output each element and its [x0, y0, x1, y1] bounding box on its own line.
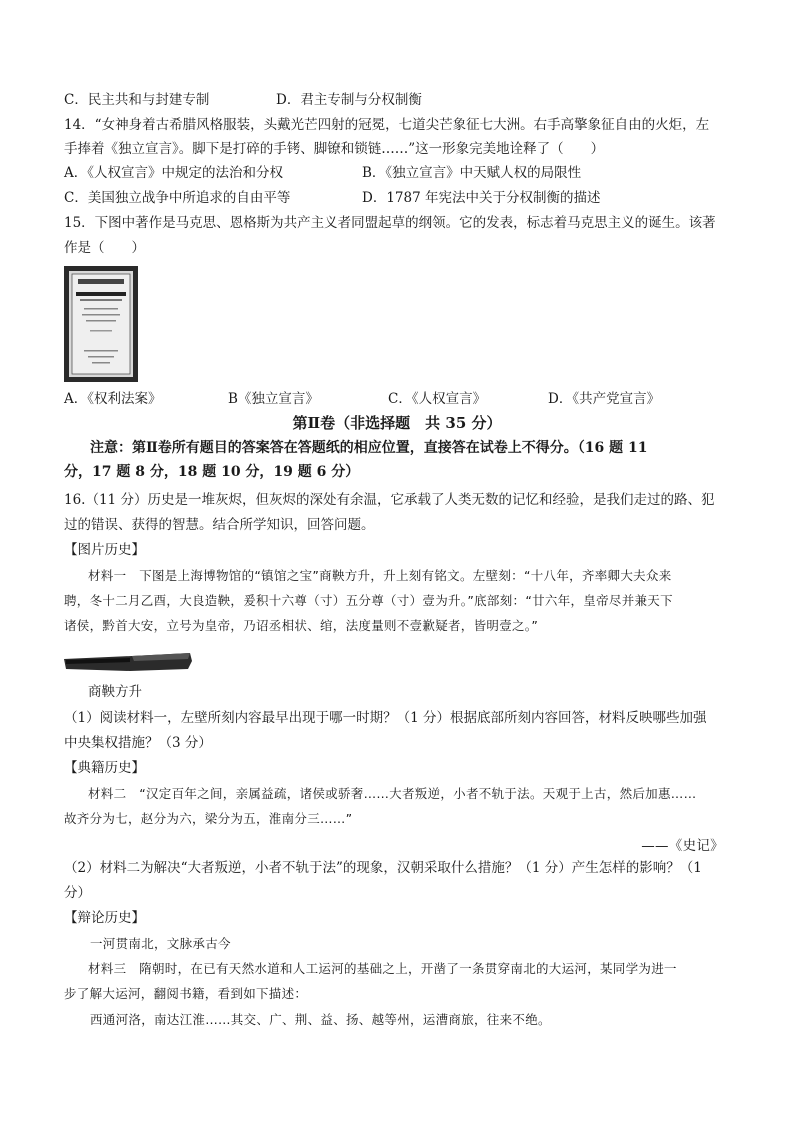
- q15-option-d: D．《共产党宣言》: [548, 391, 661, 407]
- material1-line3: 诸侯，黔首大安，立号为皇帝，乃诏丞相状、绾，法度量则不壹歉疑者，皆明壹之。”: [64, 618, 539, 633]
- q16-intro-line1: 16.（11 分）历史是一堆灰烬，但灰烬的深处有余温，它承载了人类无数的记忆和经验，是我们走过的路、犯: [64, 492, 715, 508]
- q14-option-d: D．1787 年宪法中关于分权制衡的描述: [362, 190, 601, 206]
- q16-sub2-line1: （2）材料二为解决“大者叛逆，小者不轨于法”的现象，汉朝采取什么措施？（1 分）产生怎样的影响？（1: [64, 860, 702, 876]
- q15-option-c: C．《人权宣言》: [388, 391, 487, 407]
- part2-note-line1: 注意：第Ⅱ卷所有题目的答案答在答题纸的相应位置，直接答在试卷上不得分。（16 题 11: [90, 440, 648, 456]
- shang-yang-square-sheng-image: [62, 647, 194, 675]
- q16-sub1-line1: （1）阅读材料一，左壁所刻内容最早出现于哪一时期？（1 分）根据底部所刻内容回答，材料反映哪些加强: [64, 710, 707, 726]
- section-debate-history: 【辩论历史】: [64, 910, 145, 926]
- section-classics-history: 【典籍历史】: [64, 760, 145, 776]
- q14-option-b: B．《独立宣言》中天赋人权的局限性: [362, 165, 582, 181]
- q16-sub1-line2: 中央集权措施？（3 分）: [64, 735, 212, 751]
- q15-option-b: B《独立宣言》: [228, 391, 319, 407]
- q14-stem-line2: 手捧着《独立宣言》。脚下是打碎的手铐、脚镣和锁链……”这一形象完美地诠释了（ ）: [64, 141, 605, 157]
- manifesto-book-image: [64, 266, 138, 382]
- q14-option-a: A．《人权宣言》中规定的法治和分权: [64, 165, 283, 181]
- material1-line2: 聘，冬十二月乙酉，大良造鞅，爰积十六尊（寸）五分尊（寸）壹为升。”底部刻：“廿六年，皇帝尽并兼天下: [64, 593, 673, 608]
- image-caption: 商鞅方升: [88, 684, 142, 700]
- material3-subtitle: 一河贯南北，文脉承古今: [90, 936, 231, 951]
- q16-sub2-line2: 分）: [64, 885, 91, 901]
- q14-stem-line1: 14．“女神身着古希腊风格服装，头戴光芒四射的冠冕，七道尖芒象征七大洲。右手高擎象征自由的火炬，左: [64, 117, 710, 133]
- material3-line1: 材料三 隋朝时，在已有天然水道和人工运河的基础之上，开凿了一条贯穿南北的大运河，某同学为进一: [88, 961, 677, 976]
- material1-line1: 材料一 下图是上海博物馆的“镇馆之宝”商鞅方升，升上刻有铭文。左壁刻：“十八年，齐率卿大夫众来: [88, 568, 672, 583]
- q16-intro-line2: 过的错误、获得的智慧。结合所学知识，回答问题。: [64, 517, 375, 533]
- material3-line2: 步了解大运河，翻阅书籍，看到如下描述：: [64, 986, 308, 1001]
- material2-line1: 材料二 “汉定百年之间，亲属益疏，诸侯或骄奢……大者叛逆，小者不轨于法。天观于上古，然后加惠……: [88, 786, 697, 801]
- q13-option-d: D．君主专制与分权制衡: [276, 92, 422, 108]
- q15-option-a: A．《权利法案》: [64, 391, 162, 407]
- q13-option-c: C．民主共和与封建专制: [64, 92, 210, 108]
- material2-source: ——《史记》: [641, 838, 724, 854]
- q15-stem-line2: 作是（ ）: [64, 240, 145, 256]
- q14-option-c: C．美国独立战争中所追求的自由平等: [64, 190, 291, 206]
- part2-title: 第Ⅱ卷（非选择题 共 35 分）: [292, 414, 502, 432]
- section-picture-history: 【图片历史】: [64, 542, 145, 558]
- q15-stem-line1: 15．下图中著作是马克思、恩格斯为共产主义者同盟起草的纲领。它的发表，标志着马克思主义的诞生。该著: [64, 215, 716, 231]
- material2-line2: 故齐分为七，赵分为六，梁分为五，淮南分三……”: [64, 811, 353, 826]
- material3-line3: 西通河洛，南达江淮……其交、广、荆、益、扬、越等州，运漕商旅，往来不绝。: [90, 1012, 551, 1027]
- part2-note-line2: 分，17 题 8 分，18 题 10 分，19 题 6 分）: [64, 464, 360, 480]
